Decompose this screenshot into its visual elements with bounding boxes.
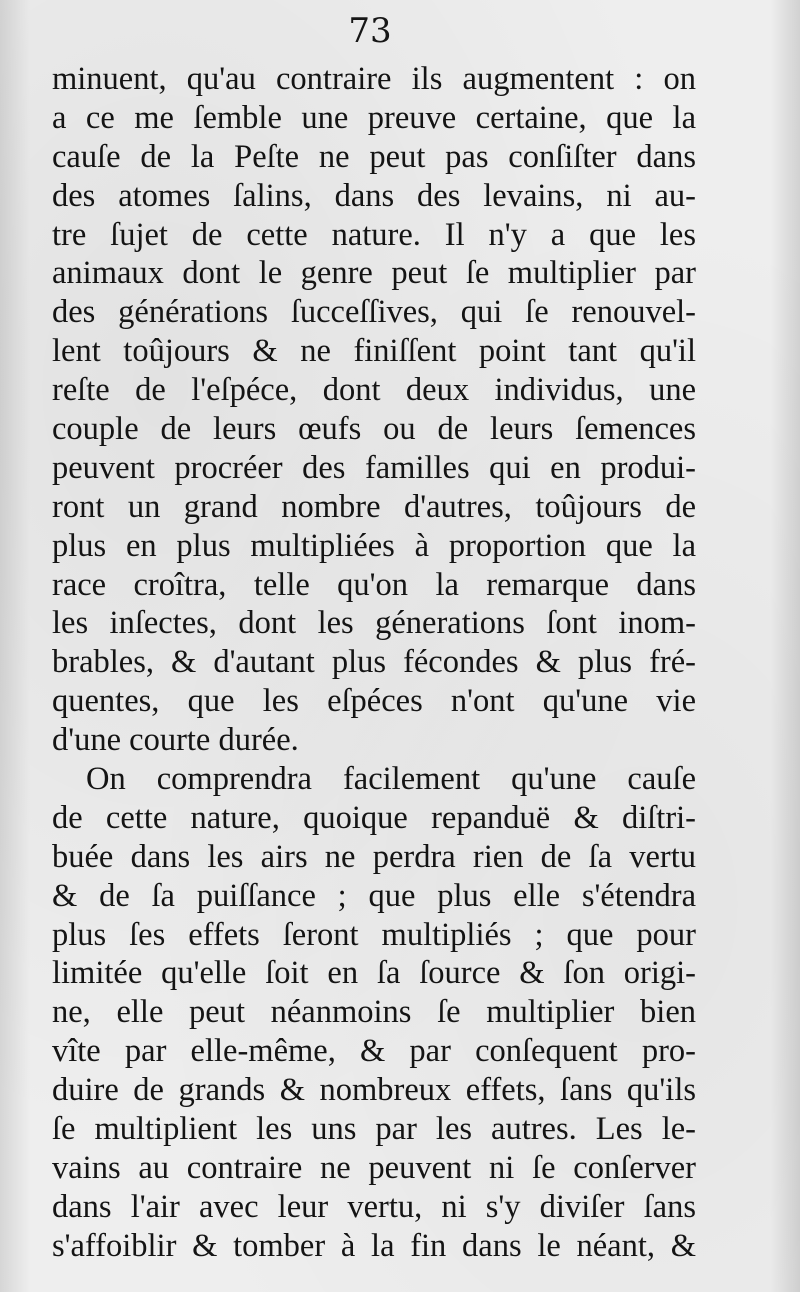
text-line: brables, & d'autant plus fécondes & plus fré- [52,644,696,681]
text-line: a ce me ſemble une preuve certaine, que la [52,99,696,136]
text-line: de cette nature, quoique repanduë & diſtri- [52,799,696,836]
text-line: minuent, qu'au contraire ils augmentent : on [52,61,696,97]
text-line: vîte par elle-même, & par conſequent pro- [52,1033,696,1070]
text-line: cauſe de la Peſte ne peut pas conſiſter dans [52,138,696,175]
text-line: dans l'air avec leur vertu, ni s'y diviſer ſans [52,1188,696,1225]
text-line: plus ſes effets ſeront multipliés ; que pour [52,916,696,953]
text-line: les inſectes, dont les génerations ſont inom- [52,605,696,642]
text-line: reſte de l'eſpéce, dont deux individus, une [52,372,696,409]
text-line: des générations ſucceſſives, qui ſe renouvel- [52,294,696,331]
paragraph-last-line: d'une courte durée. [52,722,299,759]
text-line: couple de leurs œufs ou de leurs ſemences [52,411,696,448]
text-line: plus en plus multipliées à proportion que la [52,527,696,564]
text-line: limitée qu'elle ſoit en ſa ſource & ſon origi- [52,955,696,992]
text-line: ne, elle peut néanmoins ſe multiplier bien [52,994,696,1031]
text-line: des atomes ſalins, dans des levains, ni au- [52,177,696,214]
text-line: s'affoiblir & tomber à la fin dans le néant, & [52,1227,696,1264]
paragraph-first-line: On comprendra facilement qu'une cauſe [86,761,696,798]
text-line: lent toûjours & ne finiſſent point tant qu'il [52,333,696,370]
text-line: buée dans les airs ne perdra rien de ſa vertu [52,838,696,875]
page-number: 73 [348,11,392,51]
text-line: ſe multiplient les uns par les autres. Les le- [52,1111,696,1148]
text-line: tre ſujet de cette nature. Il n'y a que les [52,216,696,253]
text-line: ront un grand nombre d'autres, toûjours de [52,488,696,525]
text-line: vains au contraire ne peuvent ni ſe conſerver [52,1149,696,1186]
text-line: & de ſa puiſſance ; que plus elle s'étendra [52,877,696,914]
text-line: peuvent procréer des familles qui en produi- [52,449,696,486]
text-line: quentes, que les eſpéces n'ont qu'une vie [52,683,696,720]
text-line: duire de grands & nombreux effets, ſans qu'ils [52,1072,696,1109]
body-text [52,60,696,1266]
text-line: race croîtra, telle qu'on la remarque dans [52,566,696,603]
text-line: animaux dont le genre peut ſe multiplier par [52,255,696,292]
